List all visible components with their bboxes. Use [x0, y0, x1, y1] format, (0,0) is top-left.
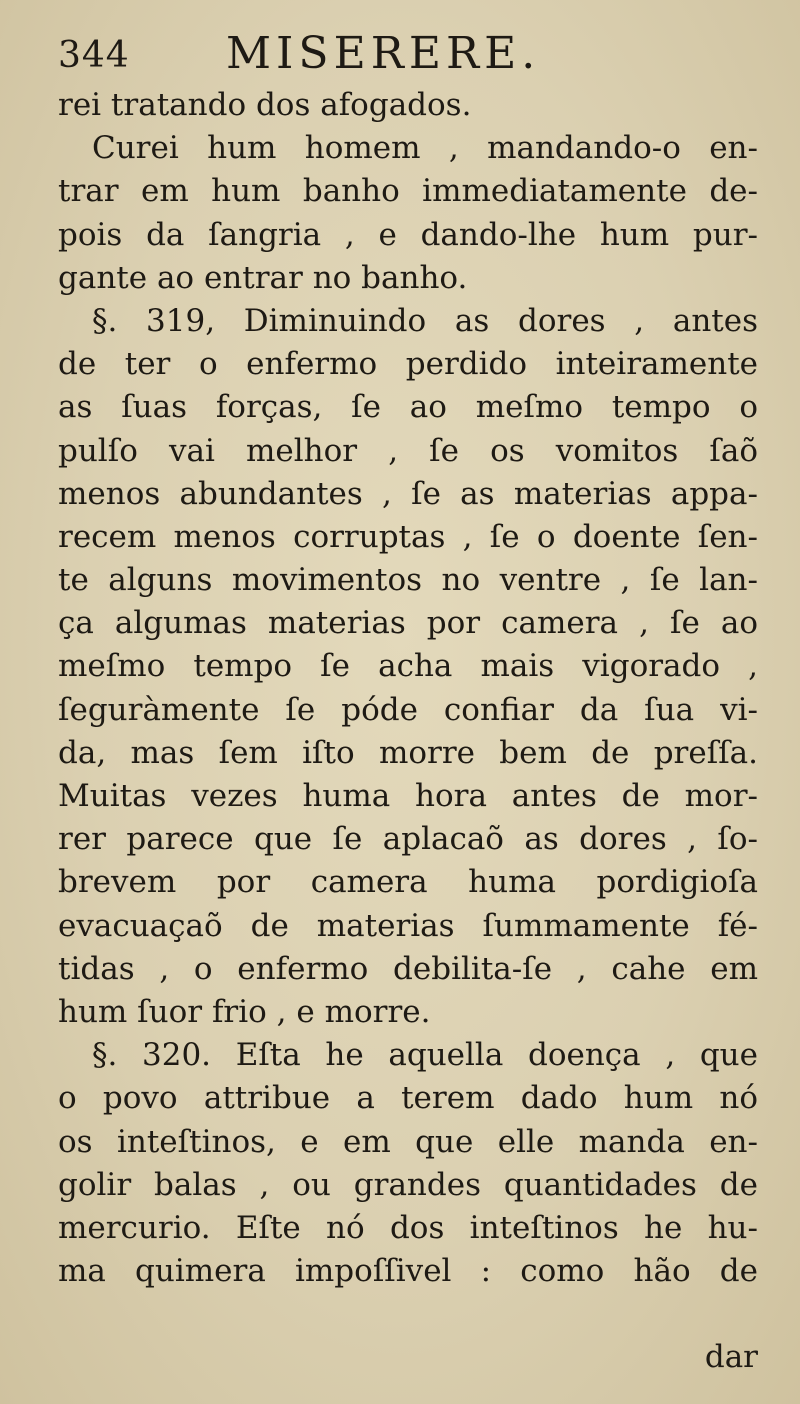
text-line: meſmo tempo ſe acha mais vigorado , [58, 648, 758, 685]
text-line: gante ao entrar no banho. [58, 259, 468, 296]
text-line: te alguns movimentos no ventre , ſe lan- [58, 562, 758, 599]
catchword: dar [704, 1339, 758, 1375]
text-line: pulſo vai melhor , ſe os vomitos ſaõ [58, 432, 758, 469]
text-line: ſeguràmente ſe póde confiar da ſua vi- [58, 691, 758, 728]
page-header [58, 24, 760, 79]
text-line: §. 319, Diminuindo as dores , antes [92, 302, 758, 339]
text-line: evacuaçaõ de materias ſummamente fé- [58, 907, 758, 944]
text-line: pois da ſangria , e dando-lhe hum pur- [58, 216, 758, 253]
text-line: da, mas ſem iſto morre bem de preſſa. [58, 734, 758, 771]
running-title: MISERERE. [226, 28, 541, 79]
text-line: ça algumas materias por camera , ſe ao [58, 605, 758, 642]
text-line: ma quimera impoſſivel : como hão de [58, 1253, 758, 1290]
text-line: os inteſtinos, e em que elle manda en- [58, 1123, 758, 1160]
text-line: de ter o enfermo perdido inteiramente [58, 346, 758, 383]
body-text [58, 84, 758, 1293]
text-line: hum ſuor frio , e morre. [58, 993, 431, 1030]
text-line: menos abundantes , ſe as materias appa- [58, 475, 758, 512]
text-line: mercurio. Eſte nó dos inteſtinos he hu- [58, 1209, 758, 1246]
text-line: §. 320. Eſta he aquella doença , que [92, 1037, 758, 1074]
text-line: o povo attribue a terem dado hum nó [58, 1080, 758, 1117]
page-number: 344 [58, 35, 130, 76]
text-line: rei tratando dos afogados. [58, 87, 472, 123]
text-line: brevem por camera huma pordigioſa [58, 864, 758, 901]
text-line: Curei hum homem , mandando-o en- [92, 130, 758, 167]
text-line: recem menos corruptas , ſe o doente ſen- [58, 518, 758, 555]
text-line: Muitas vezes huma hora antes de mor- [58, 778, 758, 814]
text-line: golir balas , ou grandes quantidades de [58, 1166, 758, 1203]
text-line: trar em hum banho immediatamente de- [58, 173, 758, 210]
text-line: tidas , o enfermo debilita-ſe , cahe em [58, 950, 758, 987]
text-line: rer parece que ſe aplacaõ as dores , ſo- [58, 821, 758, 858]
text-line: as ſuas forças, ſe ao meſmo tempo o [58, 389, 758, 426]
